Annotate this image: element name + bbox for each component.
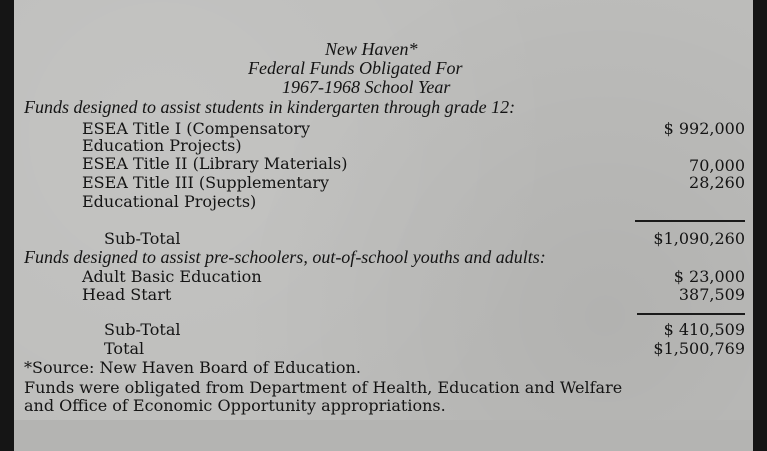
title-line-1: New Haven*	[325, 39, 418, 59]
paper-bottom-band	[14, 420, 753, 451]
item-title1-line1: ESEA Title I (Compensatory	[82, 119, 311, 138]
subtotal2-rule	[637, 313, 745, 315]
item-title3-line1: ESEA Title III (Supplementary	[82, 173, 330, 192]
subtotal1-amount: $1,090,260	[653, 229, 745, 248]
left-dark-edge	[0, 0, 14, 451]
right-dark-edge	[753, 0, 767, 451]
total-amount: $1,500,769	[653, 339, 745, 358]
total-label: Total	[104, 339, 145, 358]
funding-note-line2: and Office of Economic Opportunity appropriations.	[24, 396, 446, 415]
section2-heading: Funds designed to assist pre-schoolers, out-of-school youths and adults:	[24, 247, 546, 267]
section1-heading: Funds designed to assist students in kindergarten through grade 12:	[24, 97, 516, 117]
subtotal2-label: Sub-Total	[104, 320, 181, 339]
title-line-2: Federal Funds Obligated For	[248, 58, 463, 78]
item-adult-basic-label: Adult Basic Education	[82, 267, 262, 286]
subtotal1-label: Sub-Total	[104, 229, 181, 248]
title-line-3: 1967-1968 School Year	[282, 77, 451, 97]
item-adult-basic-amount: $ 23,000	[673, 267, 745, 286]
item-title3-line2: Educational Projects)	[82, 192, 257, 211]
item-title3-amount: 28,260	[689, 173, 745, 192]
item-head-start-label: Head Start	[82, 285, 172, 304]
item-title1-amount: $ 992,000	[663, 119, 745, 138]
item-title1-line2: Education Projects)	[82, 136, 242, 155]
subtotal2-amount: $ 410,509	[663, 320, 745, 339]
item-title2-line1: ESEA Title II (Library Materials)	[82, 154, 348, 173]
item-title2-amount: 70,000	[689, 156, 745, 175]
subtotal1-rule	[635, 220, 745, 222]
source-note: *Source: New Haven Board of Education.	[24, 358, 361, 377]
funding-note-line1: Funds were obligated from Department of Health, Education and Welfare	[24, 378, 623, 397]
item-head-start-amount: 387,509	[678, 285, 745, 304]
